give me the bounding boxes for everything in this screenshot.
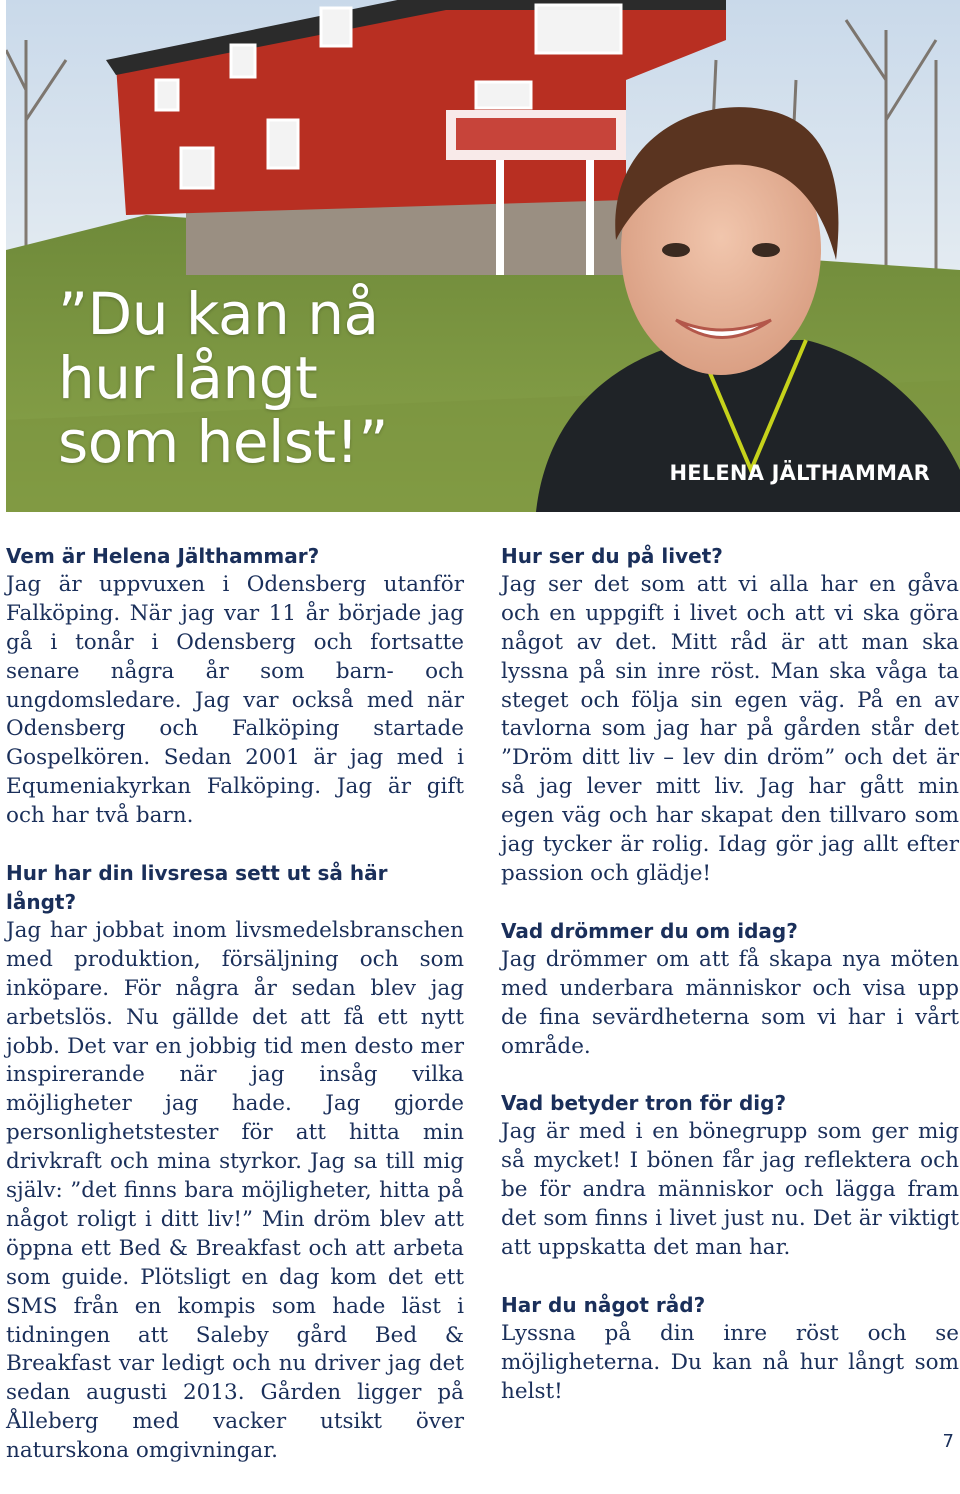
person-name-caption: HELENA JÄLTHAMMAR — [669, 461, 930, 485]
right-column — [501, 542, 959, 1434]
section-body: Lyssna på din inre röst och se möjligheterna. Du kan nå hur långt som helst! — [501, 1320, 959, 1404]
headline-quote: ”Du kan nå hur långt som helst!” — [58, 280, 388, 476]
section-heading: Vad betyder tron för dig? — [501, 1091, 787, 1116]
section-heading: Vem är Helena Jälthammar? — [6, 544, 320, 568]
section-body: Jag är med i en bönegrupp som ger mig så mycket! I bönen får jag reflektera och be för andra människor och lägga fram det som finns i livet just nu. Det är viktigt att uppskatta det man har. — [501, 1119, 959, 1260]
section-heading: Vad drömmer du om idag? — [501, 918, 798, 943]
page-number: 7 — [942, 1431, 954, 1452]
section-body: Jag drömmer om att få skapa nya möten med underbara människor och visa upp de fina sevärdheterna som vi har i vårt område. — [501, 946, 959, 1059]
section-body: Jag ser det som att vi alla har en gåva och en uppgift i livet och att vi ska göra något av det. Mitt råd är att man ska lyssna på sin inre röst. Man ska våga ta steget och följa sin egen väg. På en av tavlorna som jag har på gården står det ”Dröm ditt liv – lev din dröm” och det är så jag lever mitt liv. Jag har gått min egen väg och har skapat den tillvaro som jag tycker är rolig. Idag gör jag allt efter passion och glädje! — [501, 571, 959, 886]
hero-photo — [6, 0, 960, 512]
section-body: Jag är uppvuxen i Odensberg utanför Falköping. När jag var 11 år började jag gå i tonår i Odensberg och fortsatte senare några år som barn- och ungdomsledare. Jag var också med när Odensberg och Falköping startade Gospelkören. Sedan 2001 är jag med i Equmeniakyrkan Falköping. Jag är gift och har två barn. — [6, 571, 464, 829]
section-heading: Hur har din livsresa sett ut så här långt? — [6, 861, 388, 914]
section-body: Jag har jobbat inom livsmedelsbranschen med produktion, försäljning och som inköpare. För några år sedan blev jag arbetslös. Nu gällde det att få ett nytt jobb. Det var en jobbig tid men desto mer inspirerande när jag insåg vilka möjligheter jag hade. Jag gjorde personlighetstester för att hitta min drivkraft och mina styrkor. Jag sa till mig själv: ”det finns bara möjligheter, hitta på något roligt i ditt liv!” Min dröm blev att öppna ett Bed & Breakfast och att arbeta som guide. Plötsligt en dag kom det ett SMS från en kompis som hade läst i tidningen att Saleby gård Bed & Breakfast var ledigt och nu driver jag det sedan augusti 2013. Gården ligger på Ålleberg med vacker utsikt över naturskona omgivningar. — [6, 917, 464, 1464]
section-heading: Har du något råd? — [501, 1292, 706, 1317]
section-heading: Hur ser du på livet? — [501, 544, 723, 568]
left-column — [6, 542, 464, 1494]
